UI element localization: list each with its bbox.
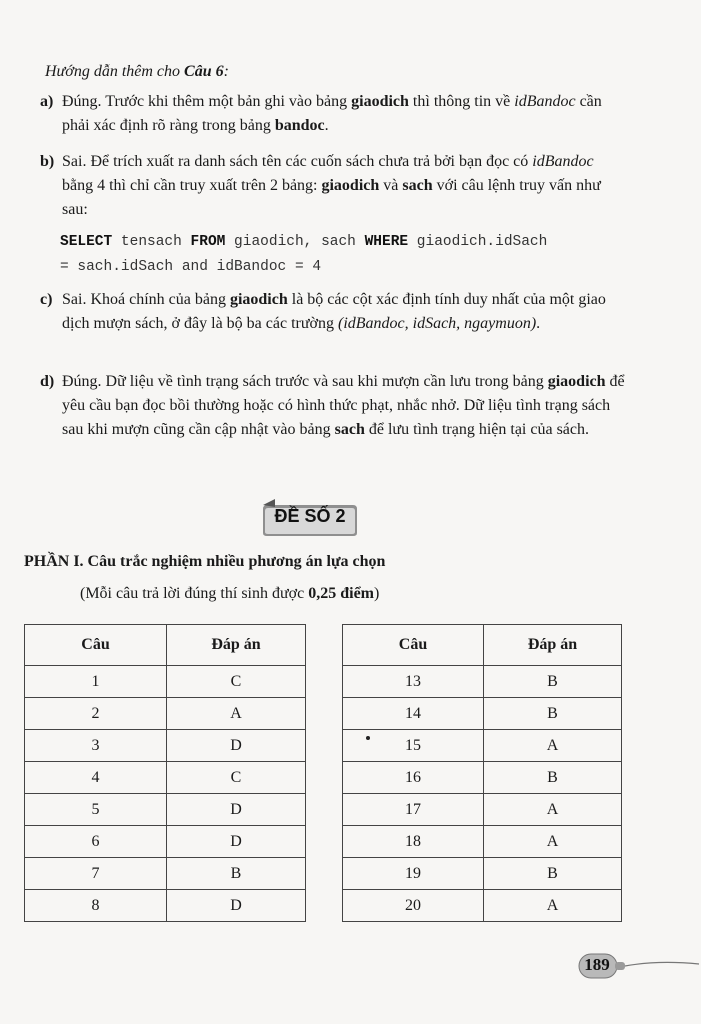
- item-text: Sai. Để trích xuất ra danh sách tên các cuốn sách chưa trả bởi bạn đọc có idBandoc bằng 4 thì chỉ cần truy xuất trên 2 bảng: giaodich và sach với câu lệnh truy vấn như sau:: [62, 153, 601, 218]
- table-row: [25, 730, 306, 762]
- question-cell: 3: [25, 730, 167, 762]
- question-cell: 6: [25, 826, 167, 858]
- answer-cell: D: [167, 890, 306, 922]
- table-row: [343, 698, 622, 730]
- question-cell: 15: [343, 730, 484, 762]
- answer-table-right: [342, 624, 622, 922]
- item-text: Đúng. Dữ liệu về tình trạng sách trước và sau khi mượn cần lưu trong bảng giaodich để yêu cầu bạn đọc bồi thường hoặc có hình thức phạt, nhắc nhở. Dữ liệu tình trạng sách sau khi mượn cũng cần cập nhật vào bảng sach để lưu tình trạng hiện tại của sách.: [62, 373, 625, 438]
- question-cell: 20: [343, 890, 484, 922]
- table-row: [25, 858, 306, 890]
- page-number: [578, 952, 628, 980]
- col-header-answer: Đáp án: [167, 625, 306, 666]
- question-cell: 4: [25, 762, 167, 794]
- table-row: [25, 762, 306, 794]
- question-cell: 1: [25, 666, 167, 698]
- table-row: [25, 666, 306, 698]
- item-text: Đúng. Trước khi thêm một bản ghi vào bảng giaodich thì thông tin về idBandoc cần phải xác định rõ ràng trong bảng bandoc.: [62, 93, 602, 134]
- question-cell: 14: [343, 698, 484, 730]
- answer-cell: B: [484, 698, 622, 730]
- table-row: [25, 890, 306, 922]
- item-label: d): [40, 373, 55, 390]
- part-title: PHẦN I. Câu trắc nghiệm nhiều phương án lựa chọn: [24, 553, 386, 570]
- answer-cell: A: [484, 890, 622, 922]
- answer-item-c: [40, 288, 625, 336]
- question-cell: 7: [25, 858, 167, 890]
- col-header-question: Câu: [25, 625, 167, 666]
- table-row: [343, 858, 622, 890]
- answer-cell: B: [167, 858, 306, 890]
- col-header-question: Câu: [343, 625, 484, 666]
- answer-cell: B: [484, 858, 622, 890]
- table-row: [25, 826, 306, 858]
- answer-cell: A: [484, 826, 622, 858]
- col-header-answer: Đáp án: [484, 625, 622, 666]
- item-label: b): [40, 153, 55, 170]
- answer-cell: B: [484, 762, 622, 794]
- table-row: [343, 890, 622, 922]
- answer-cell: A: [484, 794, 622, 826]
- item-text: Sai. Khoá chính của bảng giaodich là bộ các cột xác định tính duy nhất của một giao dịch mượn sách, ở đây là bộ ba các trường (idBandoc, idSach, ngaymuon).: [62, 291, 606, 332]
- exam-number-badge: [261, 499, 359, 537]
- table-row: [25, 698, 306, 730]
- question-cell: 17: [343, 794, 484, 826]
- table-row: [25, 794, 306, 826]
- part-note: (Mỗi câu trả lời đúng thí sinh được 0,25 điểm): [80, 585, 380, 602]
- answer-cell: A: [167, 698, 306, 730]
- table-row: [343, 730, 622, 762]
- question-cell: 16: [343, 762, 484, 794]
- sql-code-block: [60, 230, 547, 280]
- item-label: a): [40, 93, 54, 110]
- intro-heading: Hướng dẫn thêm cho Câu 6:: [45, 63, 229, 80]
- table-row: [343, 666, 622, 698]
- question-cell: 13: [343, 666, 484, 698]
- question-cell: 19: [343, 858, 484, 890]
- answer-cell: B: [484, 666, 622, 698]
- answer-cell: D: [167, 794, 306, 826]
- answer-item-a: [40, 90, 625, 138]
- table-row: [343, 762, 622, 794]
- answer-cell: D: [167, 826, 306, 858]
- answer-item-d: [40, 370, 625, 442]
- answer-cell: C: [167, 762, 306, 794]
- question-cell: 5: [25, 794, 167, 826]
- answer-cell: D: [167, 730, 306, 762]
- badge-label: ĐỀ SỐ 2: [274, 506, 346, 526]
- table-header-row: [25, 625, 306, 666]
- table-row: [343, 826, 622, 858]
- item-label: c): [40, 291, 53, 308]
- question-cell: 18: [343, 826, 484, 858]
- answer-table-left: [24, 624, 306, 922]
- answer-cell: A: [484, 730, 622, 762]
- table-header-row: [343, 625, 622, 666]
- question-cell: 2: [25, 698, 167, 730]
- sql-line-2: = sach.idSach and idBandoc = 4: [60, 259, 322, 275]
- answer-cell: C: [167, 666, 306, 698]
- question-cell: 8: [25, 890, 167, 922]
- page-number-text: 189: [584, 955, 610, 974]
- table-row: [343, 794, 622, 826]
- answer-item-b: [40, 150, 625, 222]
- sql-line-1: SELECT tensach FROM giaodich, sach WHERE giaodich.idSach: [60, 234, 548, 250]
